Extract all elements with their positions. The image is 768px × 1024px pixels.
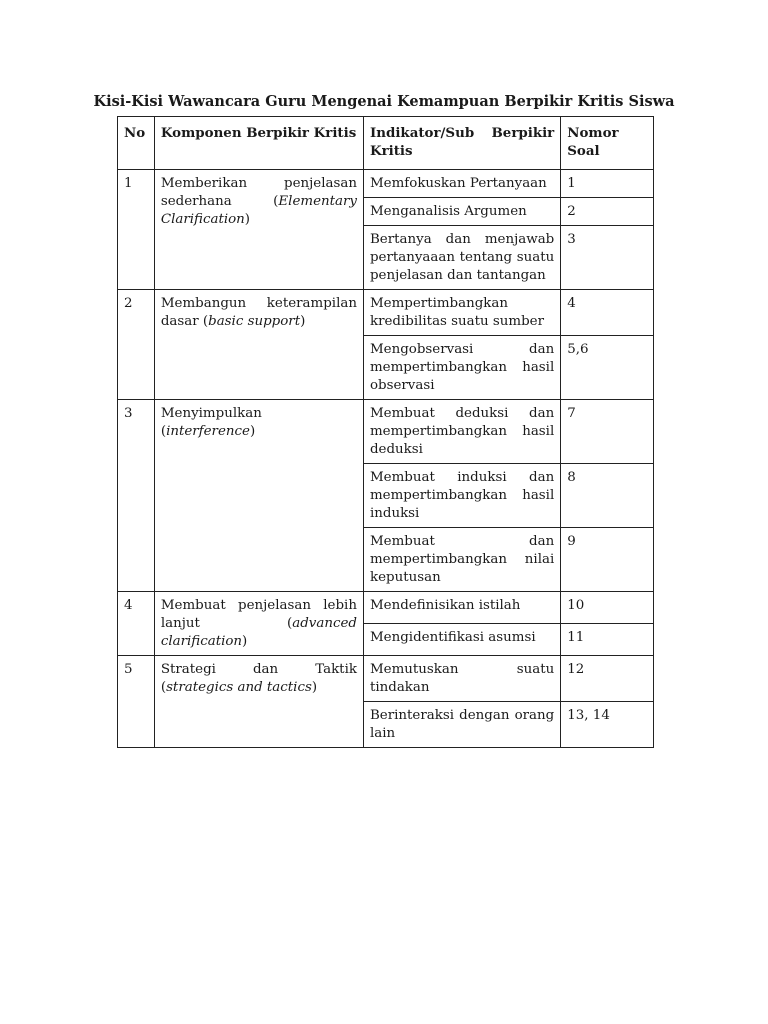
komponen-english-term: interference	[166, 424, 250, 439]
header-indikator: Indikator/Sub Berpikir Kritis	[363, 117, 560, 170]
komponen-english-term: strategics and tactics	[166, 680, 312, 695]
komponen-text: Membuat penjelasan lebih lanjut (	[160, 598, 357, 631]
cell-nomor-soal: 11	[561, 624, 654, 656]
komponen-tail: )	[300, 314, 306, 329]
cell-nomor-soal: 12	[561, 656, 654, 702]
komponen-english-term: advanced clarification	[160, 616, 357, 649]
komponen-text: Membangun keterampilan dasar (	[160, 296, 357, 329]
komponen-text: Menyimpulkan (	[160, 406, 262, 439]
cell-komponen	[154, 170, 363, 290]
cell-indikator: Mempertimbangkan kredibilitas suatu sumber	[363, 290, 560, 336]
cell-no: 2	[118, 290, 155, 400]
cell-nomor-soal: 10	[561, 592, 654, 624]
cell-nomor-soal: 2	[561, 198, 654, 226]
komponen-english-term: Elementary Clarification	[160, 194, 357, 227]
cell-indikator: Membuat dan mempertimbangkan nilai keputusan	[363, 528, 560, 592]
cell-komponen	[154, 592, 363, 656]
cell-no: 4	[118, 592, 155, 656]
cell-nomor-soal: 5,6	[561, 336, 654, 400]
cell-indikator: Mendefinisikan istilah	[363, 592, 560, 624]
header-no: No	[118, 117, 155, 170]
cell-indikator: Bertanya dan menjawab pertanyaaan tentang suatu penjelasan dan tantangan	[363, 226, 560, 290]
komponen-tail: )	[249, 424, 256, 439]
cell-indikator: Mengobservasi dan mempertimbangkan hasil observasi	[363, 336, 560, 400]
cell-indikator: Memutuskan suatu tindakan	[363, 656, 560, 702]
table-body	[118, 170, 654, 748]
cell-nomor-soal: 1	[561, 170, 654, 198]
cell-indikator: Mengidentifikasi asumsi	[363, 624, 560, 656]
cell-nomor-soal: 4	[561, 290, 654, 336]
cell-komponen	[154, 400, 363, 592]
table-row	[118, 290, 654, 336]
table-row	[118, 656, 654, 702]
komponen-tail: )	[244, 212, 251, 227]
cell-nomor-soal: 13, 14	[561, 702, 654, 748]
table-row	[118, 170, 654, 198]
cell-indikator: Membuat induksi dan mempertimbangkan hasil induksi	[363, 464, 560, 528]
komponen-text: Memberikan penjelasan sederhana (	[160, 176, 357, 209]
header-komponen: Komponen Berpikir Kritis	[154, 117, 363, 170]
table-row	[118, 400, 654, 464]
cell-indikator: Berinteraksi dengan orang lain	[363, 702, 560, 748]
komponen-text: Strategi dan Taktik (	[160, 662, 357, 695]
cell-indikator: Memfokuskan Pertanyaan	[363, 170, 560, 198]
komponen-english-term: basic support	[208, 314, 301, 329]
cell-no: 1	[118, 170, 155, 290]
komponen-tail: )	[242, 634, 248, 649]
table-header-row	[118, 117, 654, 170]
cell-nomor-soal: 7	[561, 400, 654, 464]
cell-no: 5	[118, 656, 155, 748]
header-nomor: Nomor Soal	[561, 117, 654, 170]
cell-nomor-soal: 3	[561, 226, 654, 290]
cell-komponen	[154, 290, 363, 400]
komponen-tail: )	[311, 680, 318, 695]
document-title: Kisi-Kisi Wawancara Guru Mengenai Kemampuan Berpikir Kritis Siswa	[93, 93, 675, 110]
critical-thinking-table	[117, 116, 654, 748]
cell-indikator: Menganalisis Argumen	[363, 198, 560, 226]
cell-nomor-soal: 8	[561, 464, 654, 528]
cell-no: 3	[118, 400, 155, 592]
cell-indikator: Membuat deduksi dan mempertimbangkan hasil deduksi	[363, 400, 560, 464]
cell-nomor-soal: 9	[561, 528, 654, 592]
cell-komponen	[154, 656, 363, 748]
table-row	[118, 592, 654, 624]
